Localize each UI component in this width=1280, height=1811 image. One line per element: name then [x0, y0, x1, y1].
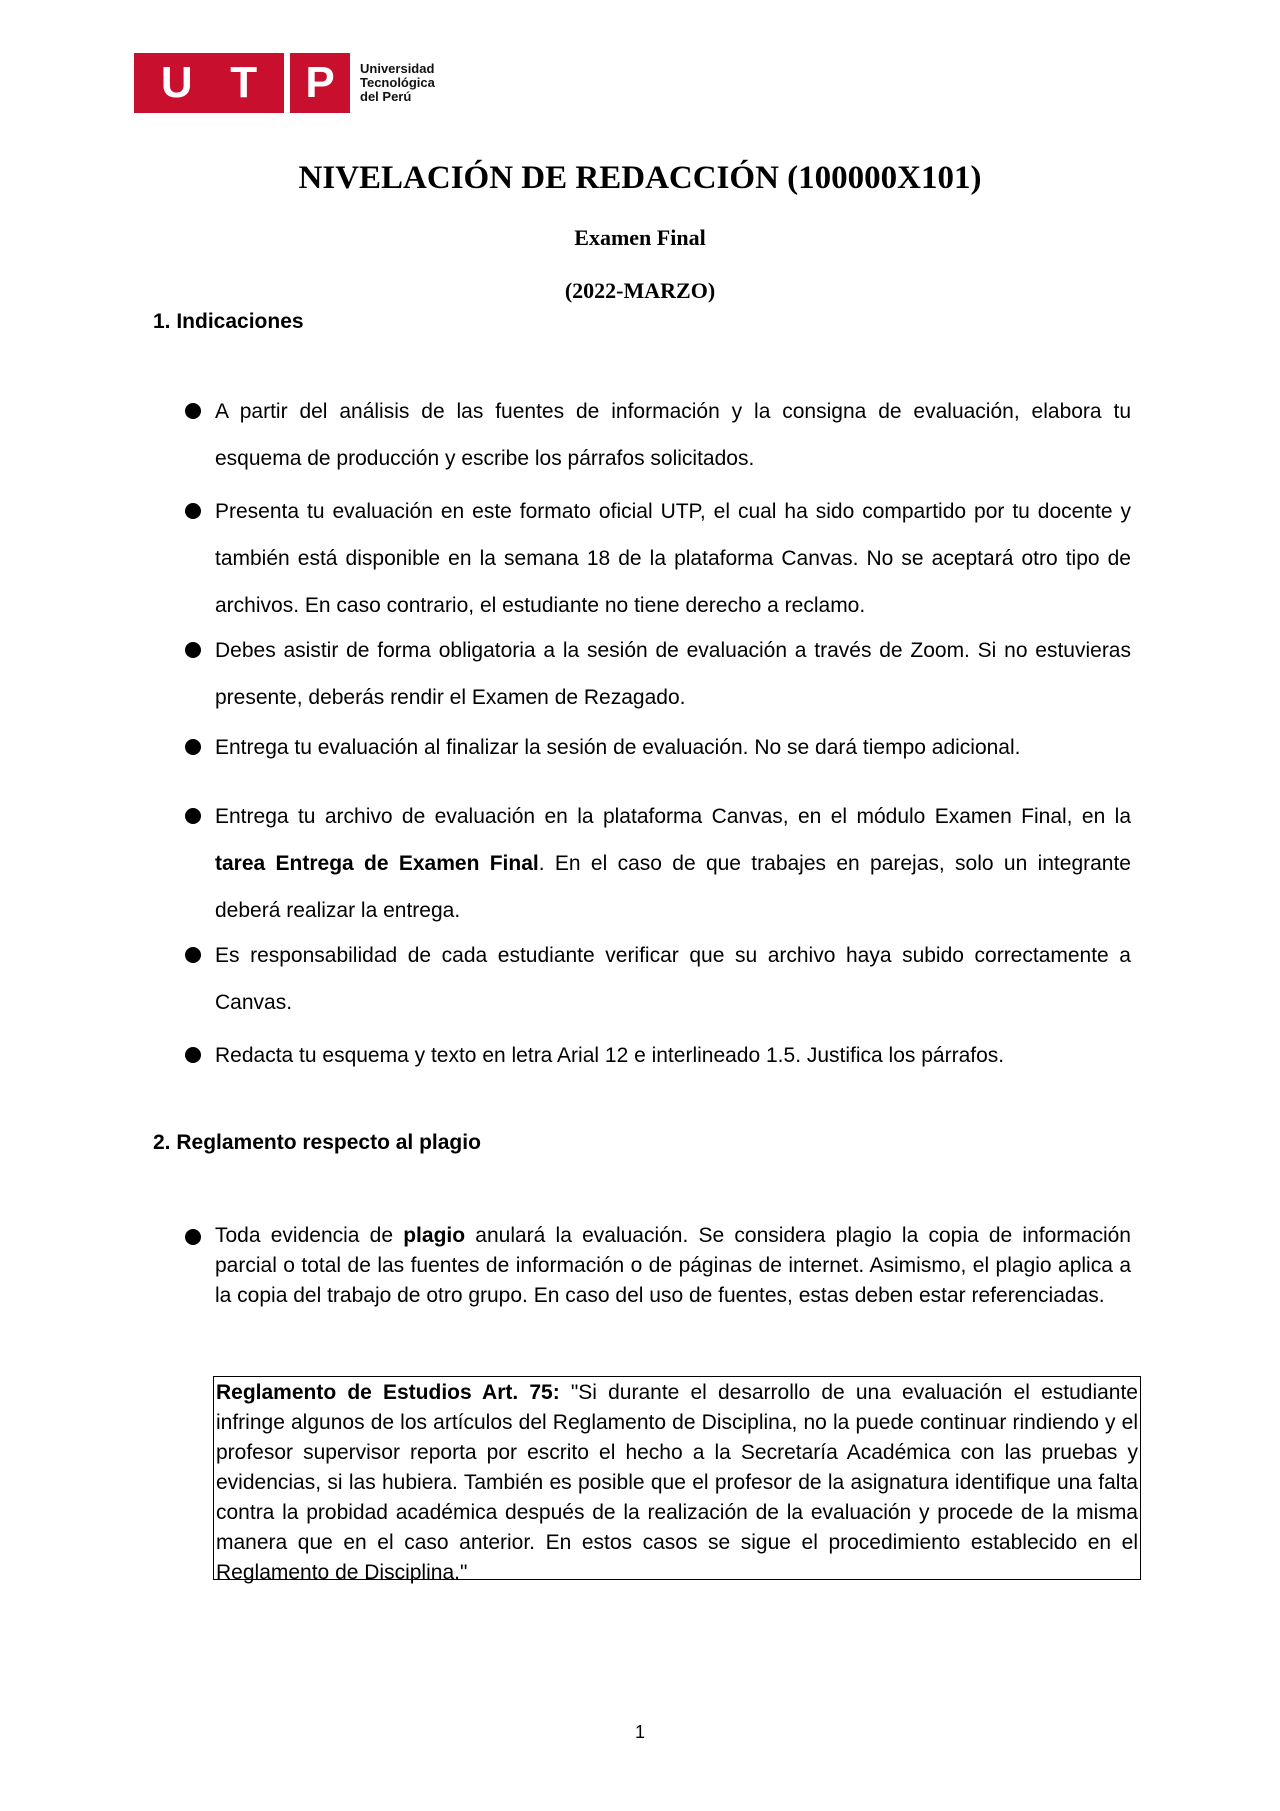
logo-line-1: Universidad — [360, 61, 435, 76]
bullet-dot-icon — [185, 642, 201, 658]
bullet-text-bold: tarea Entrega de Examen Final — [215, 852, 539, 875]
bullet-item — [185, 488, 1131, 629]
bullet-item — [185, 724, 1131, 771]
logo-letter-t: T — [230, 58, 258, 107]
bullet-text: Debes asistir de forma obligatoria a la sesión de evaluación a través de Zoom. Si no estuvieras presente, deberás rendir el Examen de Rezagado. — [215, 639, 1131, 709]
page-number: 1 — [634, 1722, 645, 1742]
bullet-text — [215, 793, 1131, 934]
bullet-dot-icon — [185, 403, 201, 419]
bullet-item — [185, 388, 1131, 482]
bullet-dot-icon — [185, 808, 201, 824]
bullet-text-pre: Entrega tu archivo de evaluación en la plataforma Canvas, en el módulo Examen Final, en la — [215, 805, 1131, 828]
logo-letter-p: P — [305, 58, 335, 107]
regulation-box — [213, 1376, 1141, 1584]
bullet-item — [185, 932, 1131, 1026]
logo-line-2: Tecnológica — [360, 75, 435, 90]
logo-wordmark — [360, 62, 435, 104]
bullet-text — [215, 1221, 1131, 1311]
bullet-text: Entrega tu evaluación al finalizar la sesión de evaluación. No se dará tiempo adicional. — [215, 736, 1021, 759]
logo-letter-u: U — [160, 58, 193, 107]
bullet-text-bold: plagio — [403, 1224, 466, 1247]
bullet-item — [185, 1032, 1131, 1079]
logo-line-3: del Perú — [360, 89, 412, 104]
bullet-item — [185, 627, 1131, 721]
bullet-text-pre: Toda evidencia de — [215, 1224, 404, 1247]
section-2-heading: 2. Reglamento respecto al plagio — [153, 1131, 481, 1154]
bullet-text-body: Presenta tu evaluación en este formato oficial UTP, el cual ha sido compartido por tu docente y también está disponible en la semana 18 de la plataforma Canvas. No se aceptará otro tipo de archivos. En caso contrario, el estudiante no tiene derecho a reclamo. — [215, 500, 1131, 617]
bullet-item — [185, 793, 1131, 934]
document-title: NIVELACIÓN DE REDACCIÓN (100000X101) — [298, 160, 982, 196]
bullet-text: Redacta tu esquema y texto en letra Arial 12 e interlineado 1.5. Justifica los párrafos. — [215, 1044, 1005, 1067]
bullet-item — [185, 1221, 1131, 1311]
section-1-heading: 1. Indicaciones — [153, 310, 304, 333]
regulation-text: "Si durante el desarrollo de una evaluación el estudiante infringe algunos de los artículos del Reglamento de Disciplina, no la puede continuar rindiendo y el profesor supervisor reporta por escrito el hecho a la Secretaría Académica con las pruebas y evidencias, si las hubiera. También es posible que el profesor de la asignatura identifique una falta contra la probidad académica después de la realización de la evaluación y procede de la misma manera que en el caso anterior. En estos casos se sigue el procedimiento establecido en el Reglamento de Disciplina." — [216, 1381, 1138, 1584]
bullet-dot-icon — [185, 503, 201, 519]
bullet-text — [215, 488, 1131, 629]
document-period: (2022-MARZO) — [564, 278, 716, 303]
bullet-text-post: anulará la evaluación. Se considera plagio la copia de información parcial o total de las fuentes de información o de páginas de internet. Asimismo, el plagio aplica a la copia del trabajo de otro grupo. En caso del uso de fuentes, estas deben estar referenciadas. — [215, 1224, 1131, 1307]
utp-logo — [134, 53, 435, 113]
bullet-text-post: . En el caso de que trabajes en parejas, solo un integrante deberá realizar la entrega. — [215, 852, 1131, 922]
document-subtitle: Examen Final — [574, 225, 706, 250]
bullet-dot-icon — [185, 947, 201, 963]
bullet-text: A partir del análisis de las fuentes de información y la consigna de evaluación, elabora tu esquema de producción y escribe los párrafos solicitados. — [215, 400, 1131, 470]
logo-red-block-p — [290, 53, 350, 113]
bullet-dot-icon — [185, 1229, 201, 1245]
regulation-label: Reglamento de Estudios Art. 75: — [216, 1381, 560, 1404]
bullet-dot-icon — [185, 1047, 201, 1063]
bullet-text: Es responsabilidad de cada estudiante verificar que su archivo haya subido correctamente a Canvas. — [215, 944, 1131, 1014]
logo-red-block — [134, 53, 284, 113]
bullet-dot-icon — [185, 739, 201, 755]
